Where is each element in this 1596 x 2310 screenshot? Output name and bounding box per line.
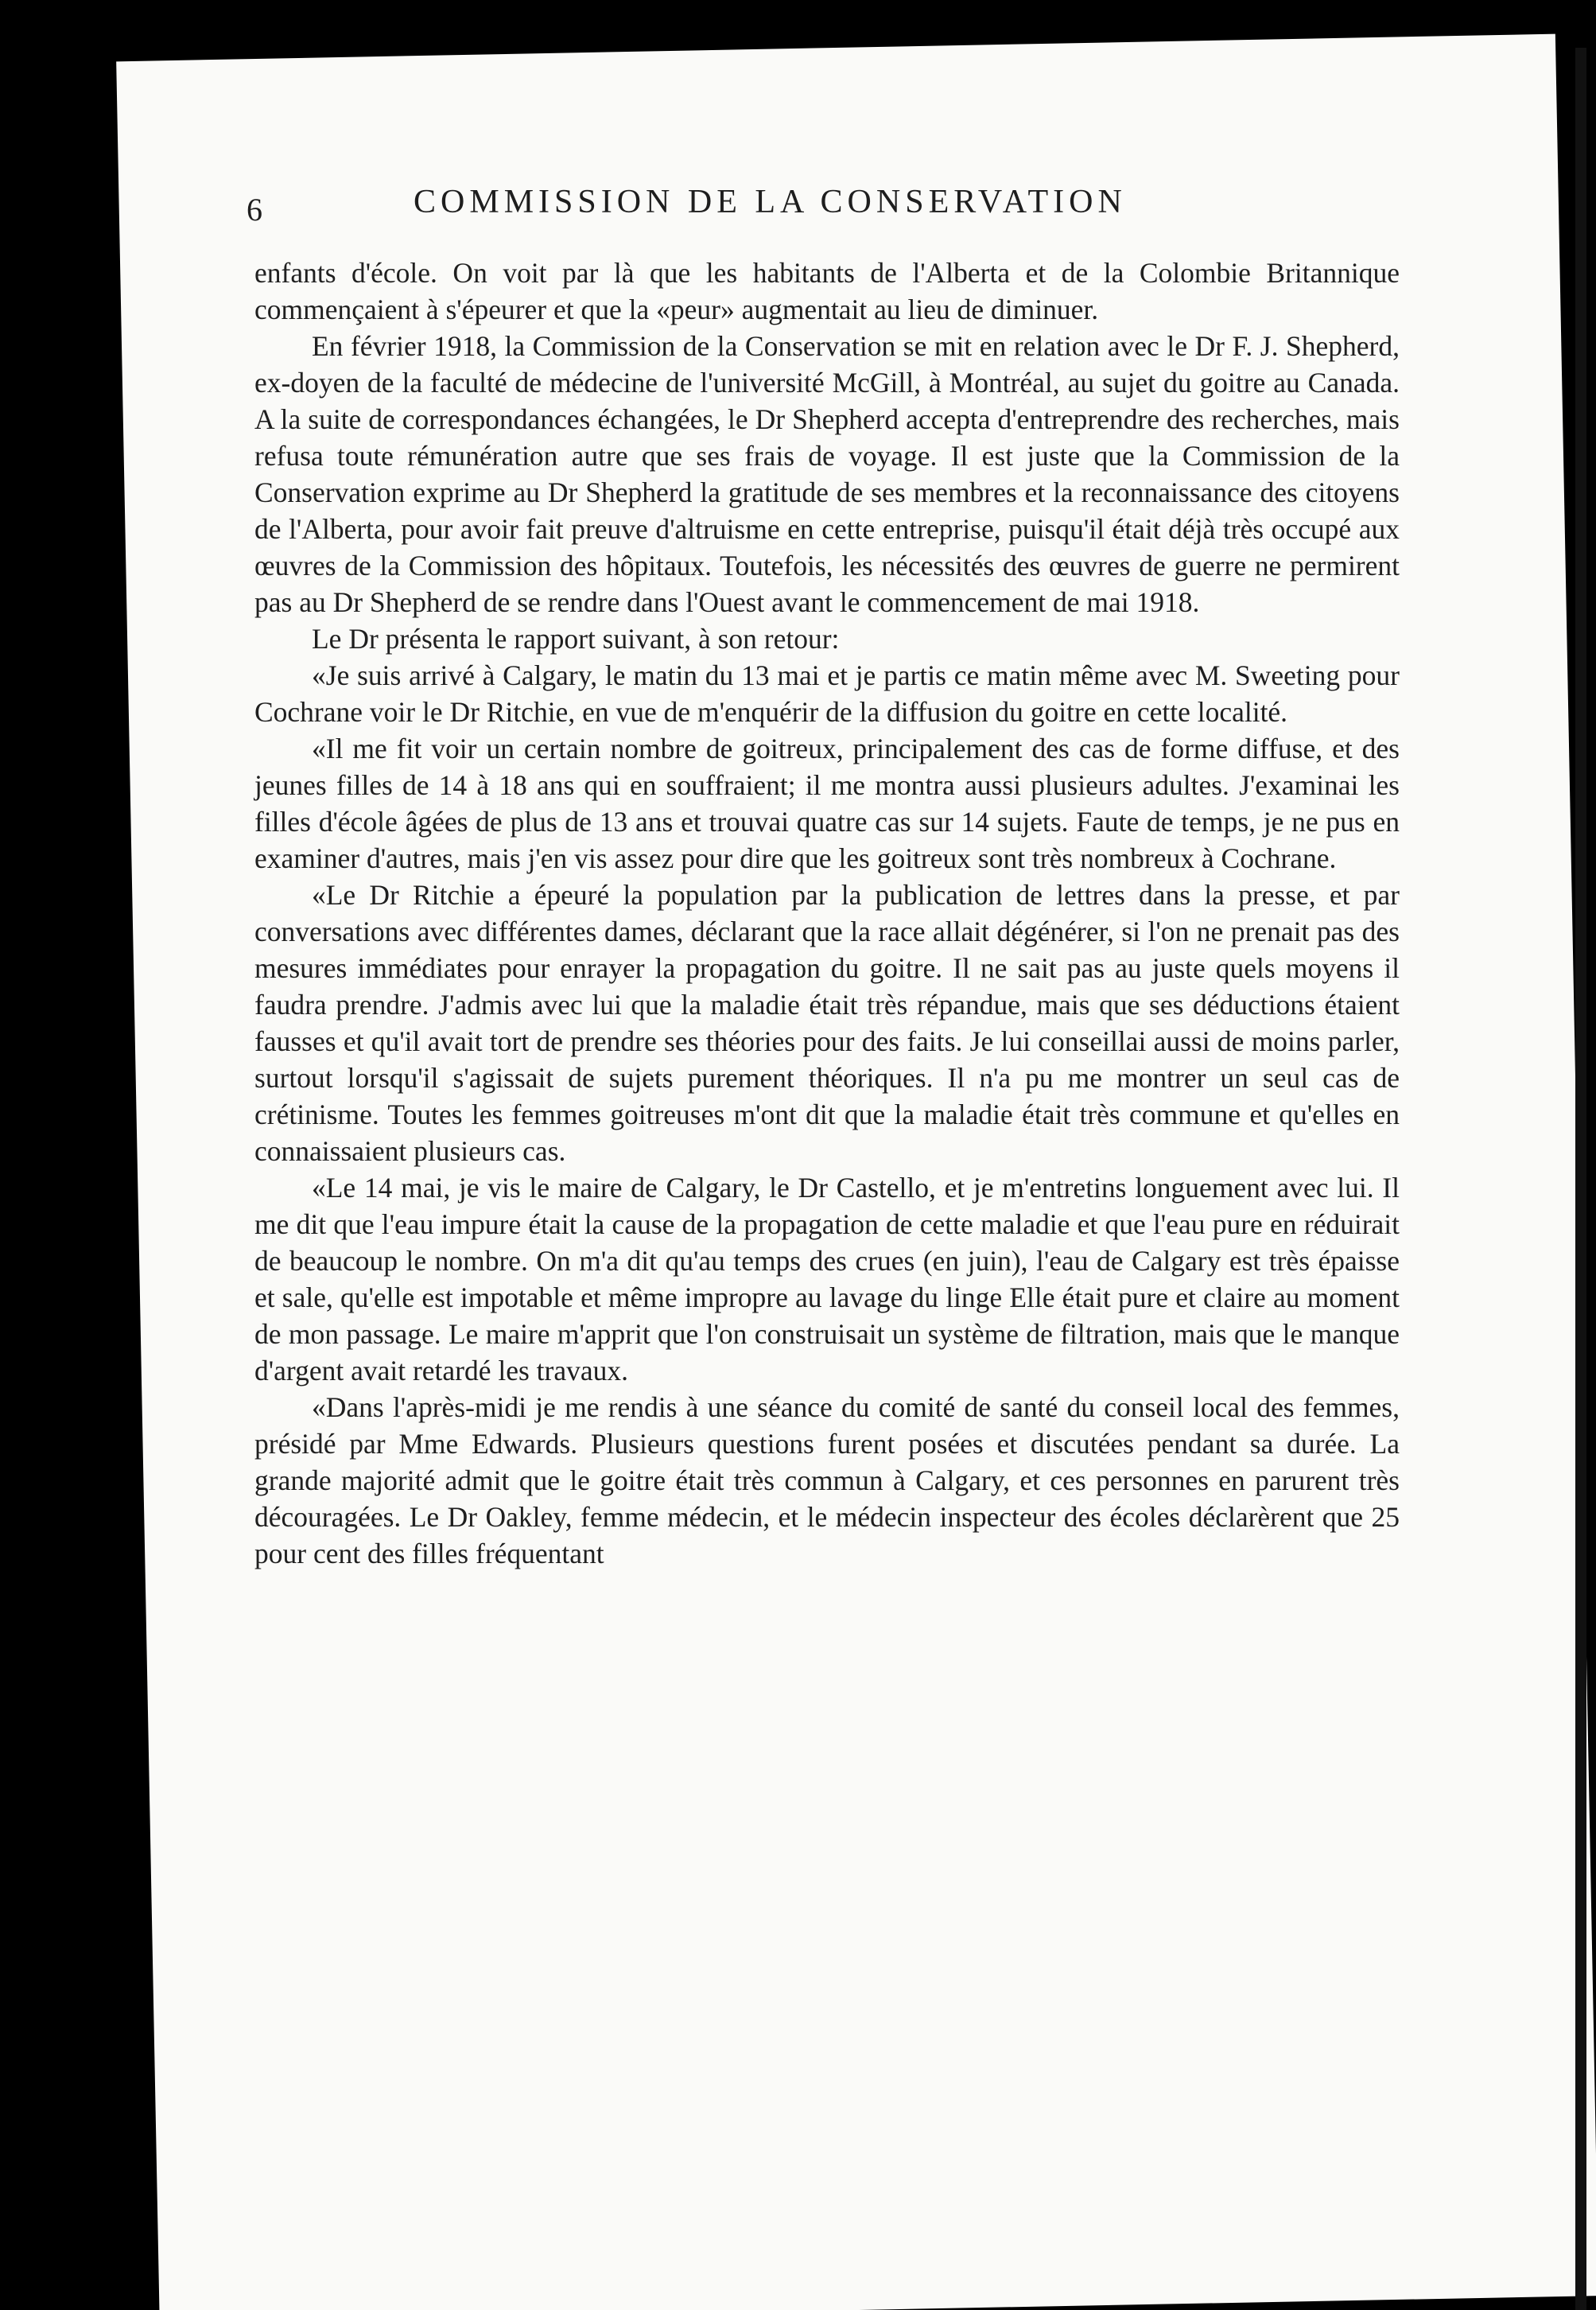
paragraph: «Je suis arrivé à Calgary, le matin du 13 mai et je partis ce matin même avec M. Sweeting pour Cochrane voir le Dr Ritchie, en vue de m'enquérir de la diffusion du goitre en cette localité. (254, 659, 1400, 728)
page-edge-shadow (1575, 48, 1586, 2310)
paragraph: «Il me fit voir un certain nombre de goitreux, principalement des cas de forme diffuse, et des jeunes filles de 14 à 18 ans qui en souffraient; il me montra aussi plusieurs adultes. J'examinai les filles d'école âgées de plus de 13 ans et trouvai quatre cas sur 14 sujets. Faute de temps, je ne pus en examiner d'autres, mais j'en vis assez pour dire que les goitreux sont très nombreux à Cochrane. (254, 733, 1400, 874)
paragraph: enfants d'école. On voit par là que les habitants de l'Alberta et de la Colombie Britannique commençaient à s'épeurer et que la «peur» augmentait au lieu de diminuer. (254, 257, 1400, 325)
paragraph: «Dans l'après-midi je me rendis à une séance du comité de santé du conseil local des femmes, présidé par Mme Edwards. Plusieurs questions furent posées et discutées pendant sa durée. La grande majorité admit que le goitre était très commun à Calgary, et ces personnes en parurent très découragées. Le Dr Oakley, femme médecin, et le médecin inspecteur des écoles déclarèrent que 25 pour cent des filles fréquentant (254, 1391, 1400, 1569)
paragraph: «Le Dr Ritchie a épeuré la population par la publication de lettres dans la presse, et par conversations avec différentes dames, déclarant que la race allait dégénérer, si l'on ne prenait pas des mesures immédiates pour enrayer la propagation du goitre. Il ne sait pas au juste quels moyens il faudra prendre. J'admis avec lui que la maladie était très répandue, mais que ses déductions étaient fausses et qu'il avait tort de prendre ses théories pour des faits. Je lui conseillai aussi de moins parler, surtout lorsqu'il s'agissait de sujets purement théoriques. Il n'a pu me montrer un seul cas de crétinisme. Toutes les femmes goitreuses m'ont dit que la maladie était très commune et qu'elles en connaissaient plusieurs cas. (254, 879, 1400, 1167)
paragraph: Le Dr présenta le rapport suivant, à son retour: (312, 623, 840, 655)
page-number: 6 (247, 192, 262, 228)
paragraph: En février 1918, la Commission de la Conservation se mit en relation avec le Dr F. J. Shepherd, ex-doyen de la faculté de médecine de l'université McGill, à Montréal, au sujet du goitre au Canada. A la suite de correspondances échangées, le Dr Shepherd accepta d'entreprendre des recherches, mais refusa toute rémunération autre que ses frais de voyage. Il est juste que la Commission de la Conservation exprime au Dr Shepherd la gratitude de ses membres et la reconnaissance des citoyens de l'Alberta, pour avoir fait preuve d'altruisme en cette entreprise, puisqu'il était déjà très occupé aux œuvres de la Commission des hôpitaux. Toutefois, les nécessités des œuvres de guerre ne permirent pas au Dr Shepherd de se rendre dans l'Ouest avant le commencement de mai 1918. (254, 330, 1400, 618)
paragraph: «Le 14 mai, je vis le maire de Calgary, le Dr Castello, et je m'entretins longuement avec lui. Il me dit que l'eau impure était la cause de la propagation de cette maladie et que l'eau pure en réduirait de beaucoup le nombre. On m'a dit qu'au temps des crues (en juin), l'eau de Calgary est très épaisse et sale, qu'elle est impotable et même impropre au lavage du linge Elle était pure et claire au moment de mon passage. Le maire m'apprit que l'on construisait un système de filtration, mais que le manque d'argent avait retardé les travaux. (254, 1172, 1400, 1386)
running-title: COMMISSION DE LA CONSERVATION (414, 184, 1127, 220)
body-text (254, 255, 1400, 1572)
